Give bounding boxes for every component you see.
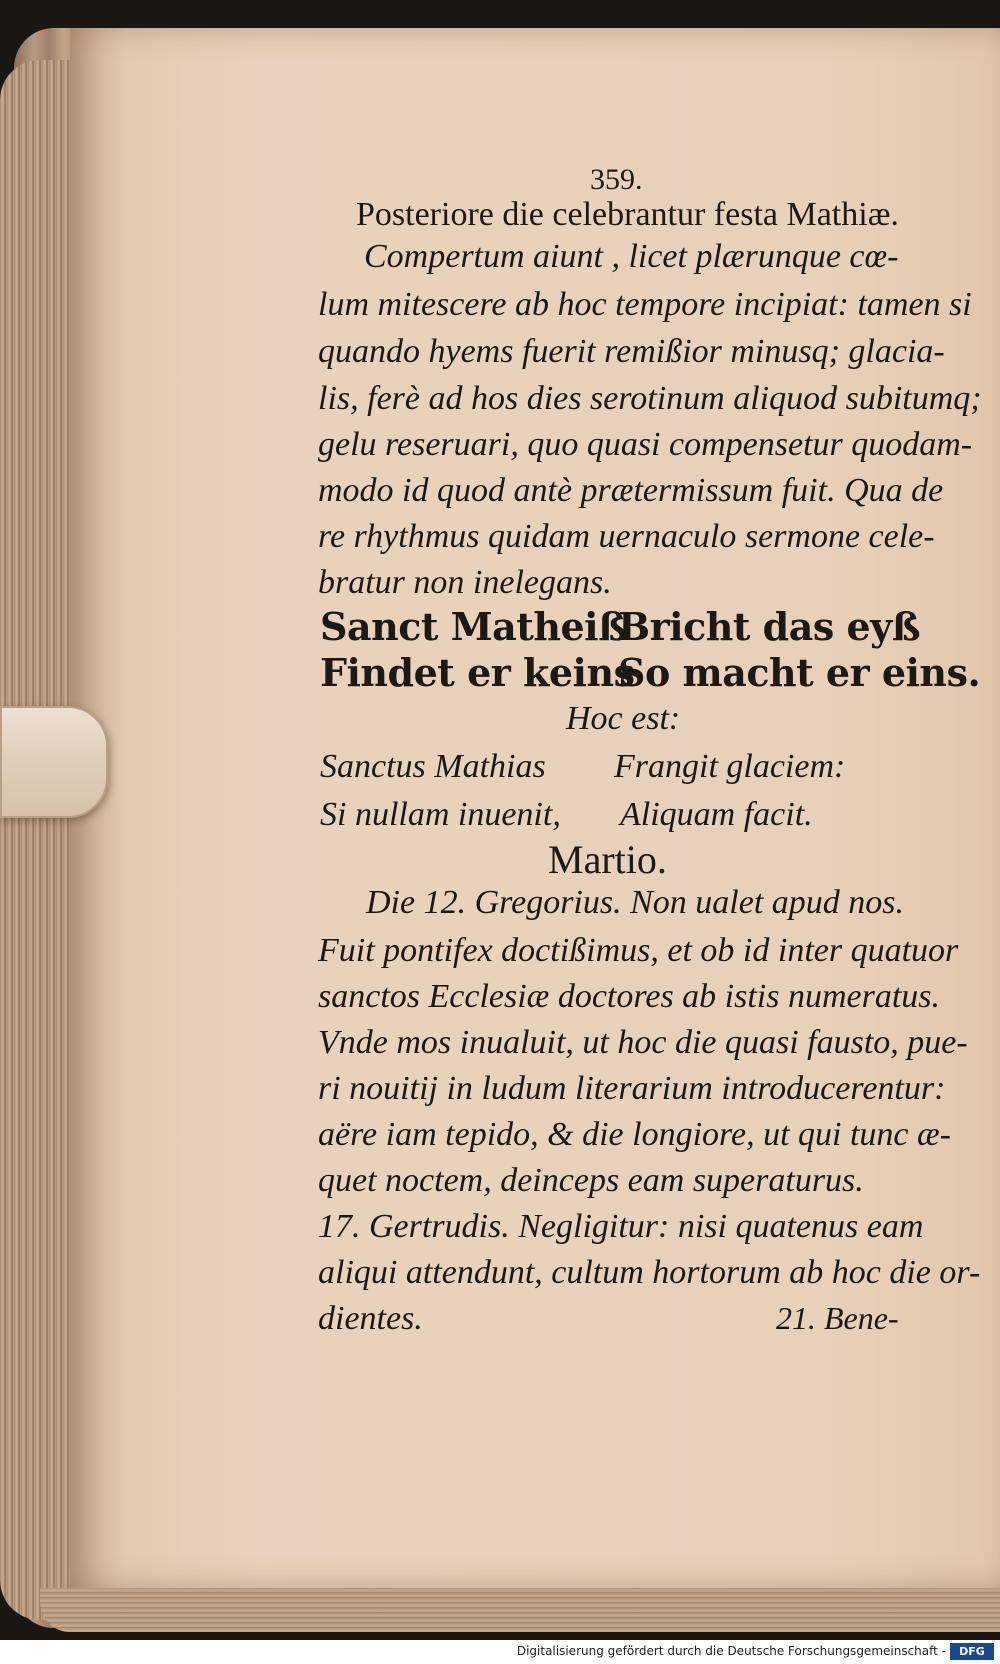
text-line: dientes. xyxy=(318,1300,423,1337)
catchword: 21. Bene- xyxy=(776,1300,899,1336)
rhyme-line-right: Bricht das eyß xyxy=(618,604,921,649)
rhyme-line-left: Findet er keins xyxy=(320,650,635,695)
page-number: 359. xyxy=(590,163,643,196)
hoc-est-label: Hoc est: xyxy=(566,700,681,737)
page-heading: Posteriore die celebrantur festa Mathiæ. xyxy=(356,196,899,233)
rhyme-line-right: Aliquam facit. xyxy=(620,796,813,833)
month-heading: Martio. xyxy=(548,837,667,882)
text-line: modo id quod antè prætermissum fuit. Qua de xyxy=(318,472,944,509)
text-line: Fuit pontifex doctißimus, et ob id inter quatuor xyxy=(318,932,959,969)
dfg-logo: DFG xyxy=(950,1643,994,1660)
text-line: re rhythmus quidam uernaculo sermone cele- xyxy=(318,518,935,555)
text-line: 17. Gertrudis. Negligitur: nisi quatenus eam xyxy=(318,1208,924,1245)
text-line: Vnde mos inualuit, ut hoc die quasi fausto, pue- xyxy=(318,1024,968,1061)
text-line: ri nouitij in ludum literarium introducerentur: xyxy=(318,1070,946,1107)
text-line: sanctos Ecclesiæ doctores ab istis numeratus. xyxy=(318,978,941,1015)
rhyme-line-left: Sanct Matheiß xyxy=(320,604,627,649)
book-clasp xyxy=(0,706,108,818)
text-line: gelu reseruari, quo quasi compensetur quodam- xyxy=(318,426,973,463)
text-line: lis, ferè ad hos dies serotinum aliquod subitumq; xyxy=(318,380,982,417)
page-edges-left xyxy=(0,60,70,1620)
rhyme-line-left: Sanctus Mathias xyxy=(320,748,546,785)
rhyme-line-right: So macht er eins. xyxy=(618,650,981,695)
rhyme-line-left: Si nullam inuenit, xyxy=(320,796,561,833)
digitization-footer xyxy=(0,1640,1000,1664)
text-line: Die 12. Gregorius. Non ualet apud nos. xyxy=(366,884,905,921)
funding-notice: Digitalisierung gefördert durch die Deutsche Forschungsgemeinschaft - xyxy=(516,1644,946,1658)
text-line: aliqui attendunt, cultum hortorum ab hoc die or- xyxy=(318,1254,981,1291)
text-line: quando hyems fuerit remißior minusq; glacia- xyxy=(318,333,945,370)
text-line: aëre iam tepido, & die longiore, ut qui tunc æ- xyxy=(318,1116,952,1153)
text-line: quet noctem, deinceps eam superaturus. xyxy=(318,1162,864,1199)
page-edges-bottom xyxy=(40,1588,1000,1632)
text-line: Compertum aiunt , licet plærunque cœ- xyxy=(364,238,899,275)
text-line: bratur non inelegans. xyxy=(318,564,612,601)
text-line: lum mitescere ab hoc tempore incipiat: tamen si xyxy=(318,286,972,323)
rhyme-line-right: Frangit glaciem: xyxy=(614,748,846,785)
